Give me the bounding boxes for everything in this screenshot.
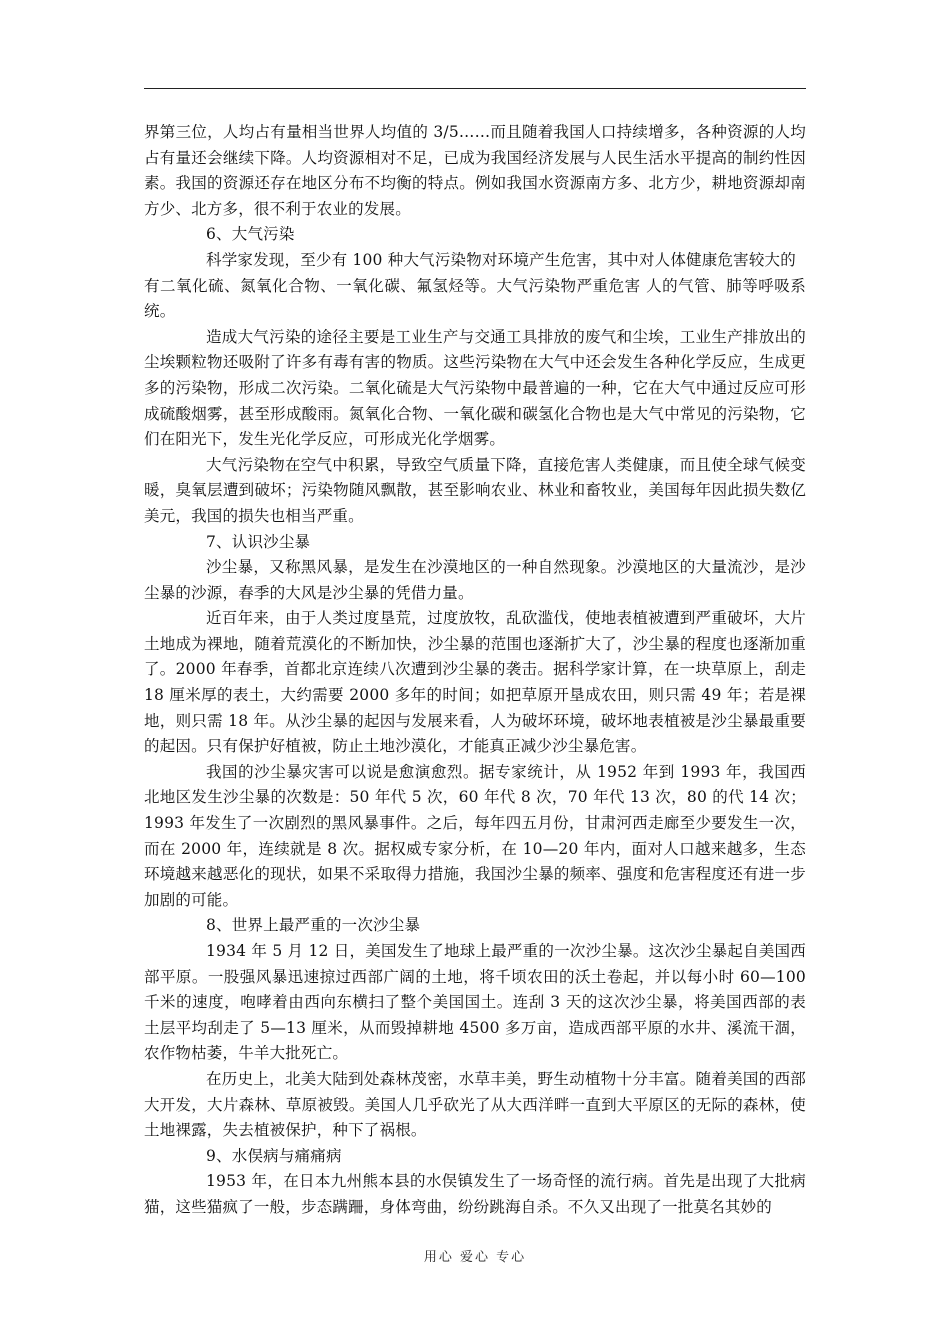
paragraph: 造成大气污染的途径主要是工业生产与交通工具排放的废气和尘埃，工业生产排放出的尘埃颗粒物还吸附了许多有毒有害的物质。这些污染物在大气中还会发生各种化学反应，生成更多的污染物，形成二次污染。二氧化硫是大气污染物中最普遍的一种，它在大气中通过反应可形成硫酸烟雾，甚至形成酸雨。氮氧化合物、一氧化碳和碳氢化合物也是大气中常见的污染物，它们在阳光下，发生光化学反应，可形成光化学烟雾。: [144, 327, 806, 449]
paragraph: 界第三位，人均占有量相当世界人均值的 3/5……而且随着我国人口持续增多，各种资源的人均占有量还会继续下降。人均资源相对不足，已成为我国经济发展与人民生活水平提高的制约性因素。我国的资源还存在地区分布不均衡的特点。例如我国水资源南方多、北方少，耕地资源却南方少、北方多，很不利于农业的发展。: [144, 123, 806, 218]
section-heading: 6、大气污染: [206, 225, 295, 244]
paragraph: 大气污染物在空气中积累，导致空气质量下降，直接危害人类健康，而且使全球气候变暖，臭氧层遭到破坏；污染物随风飘散，甚至影响农业、林业和畜牧业，美国每年因此损失数亿美元，我国的损失也相当严重。: [144, 455, 806, 525]
page-footer: 用心 爱心 专心: [423, 1250, 527, 1265]
paragraph: 沙尘暴，又称黑风暴，是发生在沙漠地区的一种自然现象。沙漠地区的大量流沙，是沙尘暴的沙源，春季的大风是沙尘暴的凭借力量。: [144, 558, 806, 602]
section-heading: 9、水俣病与痛痛病: [206, 1146, 342, 1165]
paragraph: 科学家发现，至少有 100 种大气污染物对环境产生危害，其中对人体健康危害较大的: [206, 250, 796, 269]
header-rule: [144, 88, 806, 89]
paragraph: 在历史上，北美大陆到处森林茂密，水草丰美，野生动植物十分丰富。随着美国的西部大开发，大片森林、草原被毁。美国人几乎砍光了从大西洋畔一直到大平原区的无际的森林，使土地裸露，失去植被保护，种下了祸根。: [144, 1069, 806, 1140]
paragraph: 我国的沙尘暴灾害可以说是愈演愈烈。据专家统计，从 1952 年到 1993 年，我国西北地区发生沙尘暴的次数是：50 年代 5 次，60 年代 8 次，70 年代 13 次，80 的代 14 次；1993 年发生了一次剧烈的黑风暴事件。之后，每年四五月份，甘肃河西走廊至少要发生一次，而在 2000 年，连续就是 8 次。据权威专家分析，在 10—20 年内，面对人口越来越多，生态环境越来越恶化的现状，如果不采取得力措施，我国沙尘暴的频率、强度和危害程度还有进一步加剧的可能。: [144, 762, 806, 909]
document-body: [144, 120, 806, 1221]
section-heading: 7、认识沙尘暴: [206, 532, 311, 551]
section-heading: 8、世界上最严重的一次沙尘暴: [206, 916, 421, 935]
paragraph: 近百年来，由于人类过度垦荒，过度放牧，乱砍滥伐，使地表植被遭到严重破坏，大片土地成为裸地，随着荒漠化的不断加快，沙尘暴的范围也逐渐扩大了，沙尘暴的程度也逐渐加重了。2000 年春季，首都北京连续八次遭到沙尘暴的袭击。据科学家计算，在一块草原上，刮走 18 厘米厚的表土，大约需要 2000 多年的时间；如把草原开垦成农田，则只需 49 年；若是裸地，则只需 18 年。从沙尘暴的起因与发展来看，人为破坏环境，破坏地表植被是沙尘暴最重要的起因。只有保护好植被，防止土地沙漠化，才能真正减少沙尘暴危害。: [144, 609, 806, 756]
paragraph: 1934 年 5 月 12 日，美国发生了地球上最严重的一次沙尘暴。这次沙尘暴起自美国西部平原。一股强风暴迅速掠过西部广阔的土地，将千顷农田的沃土卷起，并以每小时 60—100 千米的速度，咆哮着由西向东横扫了整个美国国土。连刮 3 天的这次沙尘暴，将美国西部的表土层平均刮走了 5—13 厘米，从而毁掉耕地 4500 多万亩，造成西部平原的水井、溪流干涸，农作物枯萎，牛羊大批死亡。: [144, 942, 806, 1063]
paragraph: 有二氧化硫、氮氧化合物、一氧化碳、氟氢烃等。大气污染物严重危害 人的气管、肺等呼吸系统。: [144, 276, 806, 321]
paragraph: 1953 年，在日本九州熊本县的水俣镇发生了一场奇怪的流行病。首先是出现了大批病猫，这些猫疯了一般，步态蹒跚，身体弯曲，纷纷跳海自杀。不久又出现了一批莫名其妙的: [144, 1172, 806, 1216]
